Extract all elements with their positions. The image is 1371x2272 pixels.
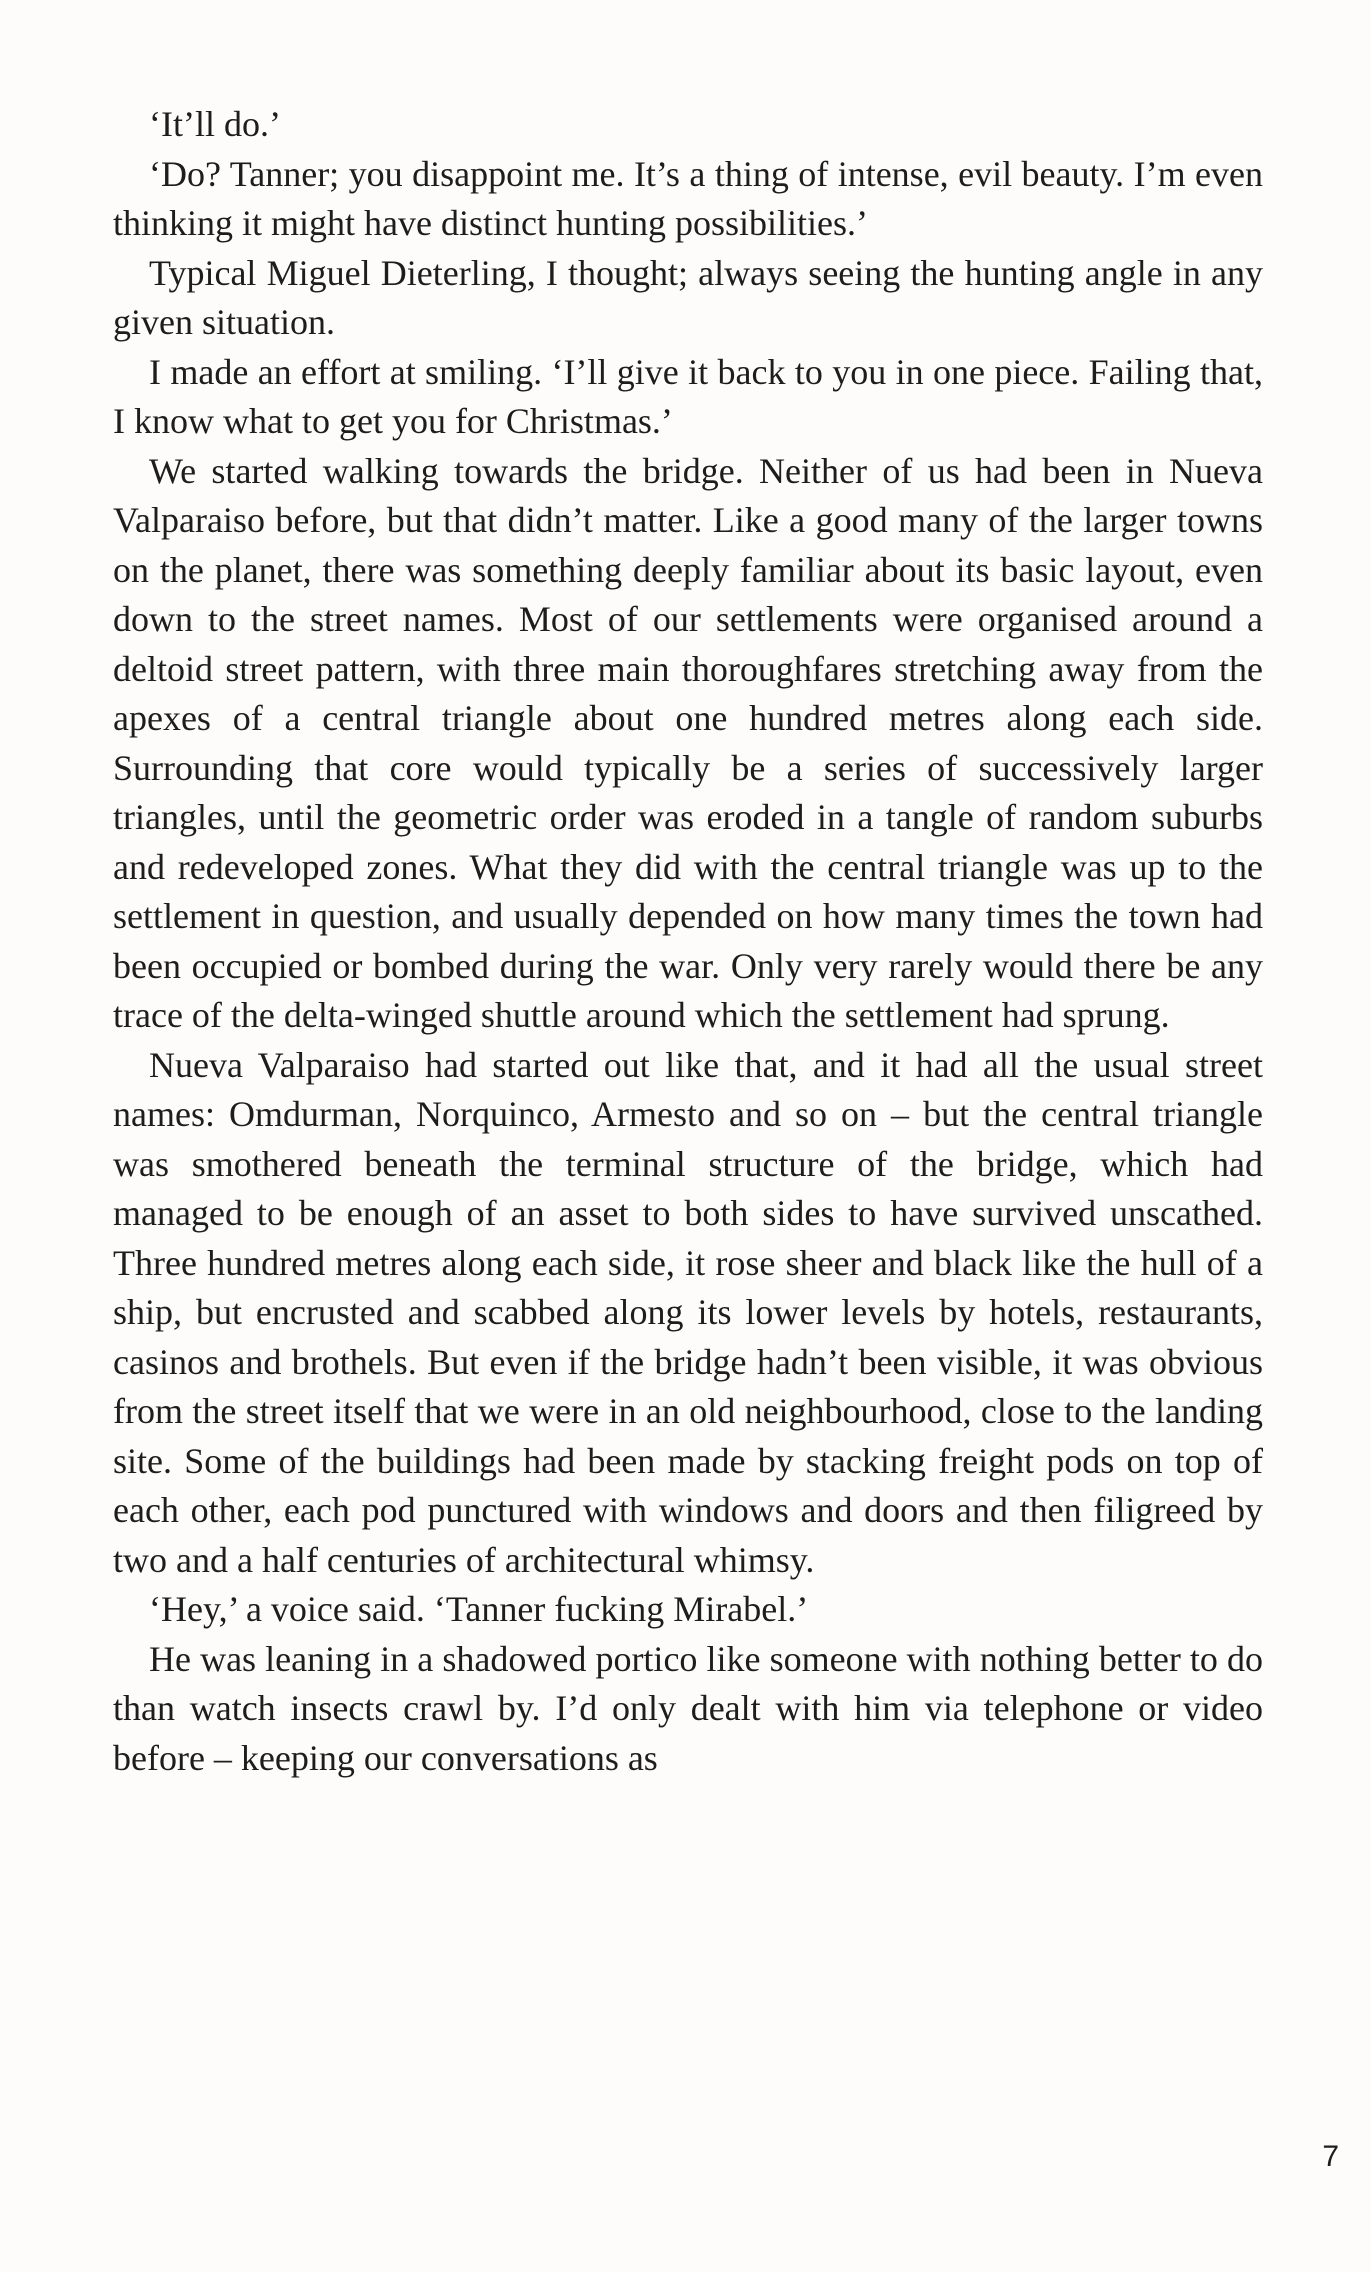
paragraph-6: Nueva Valparaiso had started out like that, and it had all the usual street names: Omdurman, Norquinco, Armesto and so on – but the central triangle was smothered beneath the terminal structure of the bridge, which had managed to be enough of an asset to both sides to have survived unscathed. Three hundred metres along each side, it rose sheer and black like the hull of a ship, but encrusted and scabbed along its lower levels by hotels, restaurants, casinos and brothels. But even if the bridge hadn’t been visible, it was obvious from the street itself that we were in an old neighbourhood, close to the landing site. Some of the buildings had been made by stacking freight pods on top of each other, each pod punctured with windows and doors and then filigreed by two and a half centuries of architectural whimsy. (113, 1044, 1263, 1580)
page-body (113, 100, 1263, 1783)
paragraph-5: We started walking towards the bridge. Neither of us had been in Nueva Valparaiso before, but that didn’t matter. Like a good many of the larger towns on the planet, there was something deeply familiar about its basic layout, even down to the street names. Most of our settlements were organised around a deltoid street pattern, with three main thoroughfares stretching away from the apexes of a central triangle about one hundred metres along each side. Surrounding that core would typically be a series of successively larger triangles, until the geometric order was eroded in a tangle of random suburbs and redeveloped zones. What they did with the central triangle was up to the settlement in question, and usually depended on how many times the town had been occupied or bombed during the war. Only very rarely would there be any trace of the delta-winged shuttle around which the settlement had sprung. (113, 450, 1263, 1035)
page-number: 7 (1322, 2140, 1339, 2173)
paragraph-7: ‘Hey,’ a voice said. ‘Tanner fucking Mirabel.’ (149, 1589, 809, 1629)
paragraph-1: ‘It’ll do.’ (149, 104, 281, 144)
paragraph-2: ‘Do? Tanner; you disappoint me. It’s a thing of intense, evil beauty. I’m even thinking it might have distinct hunting possibilities.’ (113, 153, 1263, 243)
paragraph-3: Typical Miguel Dieterling, I thought; always seeing the hunting angle in any given situation. (113, 252, 1263, 342)
paragraph-8: He was leaning in a shadowed portico like someone with nothing better to do than watch insects crawl by. I’d only dealt with him via telephone or video before – keeping our conversations as (113, 1638, 1263, 1778)
paragraph-4: I made an effort at smiling. ‘I’ll give it back to you in one piece. Failing that, I know what to get you for Christmas.’ (113, 351, 1263, 441)
